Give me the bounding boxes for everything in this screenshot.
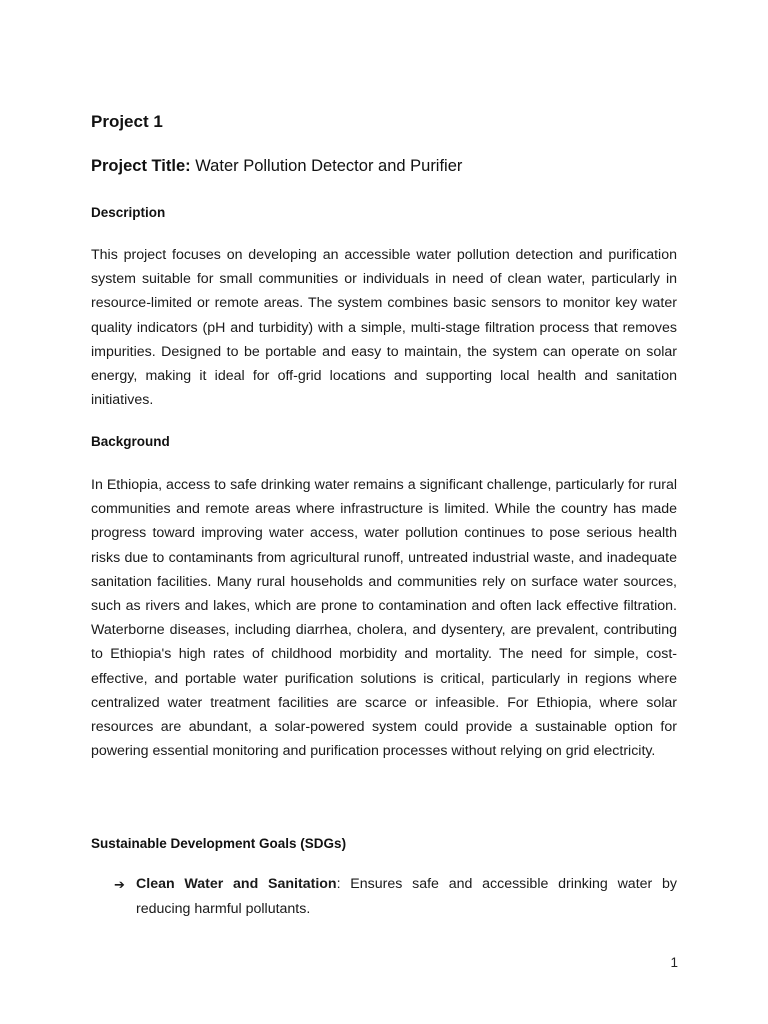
sdgs-heading: Sustainable Development Goals (SDGs) bbox=[91, 836, 347, 851]
description-paragraph: This project focuses on developing an accessible water pollution detection and purification system suitable for small communities or individuals in need of clean water, particularly in resource-limited or remote areas. The system combines basic sensors to monitor key water quality indicators (pH and turbidity) with a simple, multi-stage filtration process that removes impurities. Designed to be portable and easy to maintain, the system can operate on solar energy, making it ideal for off-grid locations and supporting local health and sanitation initiatives. bbox=[91, 247, 677, 409]
sdg-list bbox=[91, 872, 677, 922]
arrow-bullet-icon: ➔ bbox=[114, 877, 125, 892]
project-title-value: Water Pollution Detector and Purifier bbox=[190, 157, 463, 175]
sdg-description: : Ensures safe and accessible drinking water by reducing harmful pollutants. bbox=[136, 876, 677, 917]
sdg-name: Clean Water and Sanitation bbox=[136, 876, 337, 892]
background-paragraph: In Ethiopia, access to safe drinking water remains a significant challenge, particularly for rural communities and remote areas where infrastructure is limited. While the country has made progress toward improving water access, water pollution continues to pose serious health risks due to contaminants from agricultural runoff, untreated industrial waste, and inadequate sanitation facilities. Many rural households and communities rely on surface water sources, such as rivers and lakes, which are prone to contamination and often lack effective filtration. Waterborne diseases, including diarrhea, cholera, and dysentery, are prevalent, contributing to Ethiopia's high rates of childhood morbidity and mortality. The need for simple, cost-effective, and portable water purification solutions is critical, particularly in regions where centralized water treatment facilities are scarce or infeasible. For Ethiopia, where solar resources are abundant, a solar-powered system could provide a sustainable option for powering essential monitoring and purification processes without relying on grid electricity. bbox=[91, 477, 677, 760]
project-title-label: Project Title: bbox=[91, 157, 191, 175]
project-title bbox=[91, 157, 462, 176]
page-number: 1 bbox=[670, 955, 678, 970]
description-heading: Description bbox=[91, 205, 166, 220]
sdg-list-item bbox=[91, 872, 677, 922]
background-heading: Background bbox=[91, 434, 170, 449]
project-heading: Project 1 bbox=[91, 112, 163, 131]
